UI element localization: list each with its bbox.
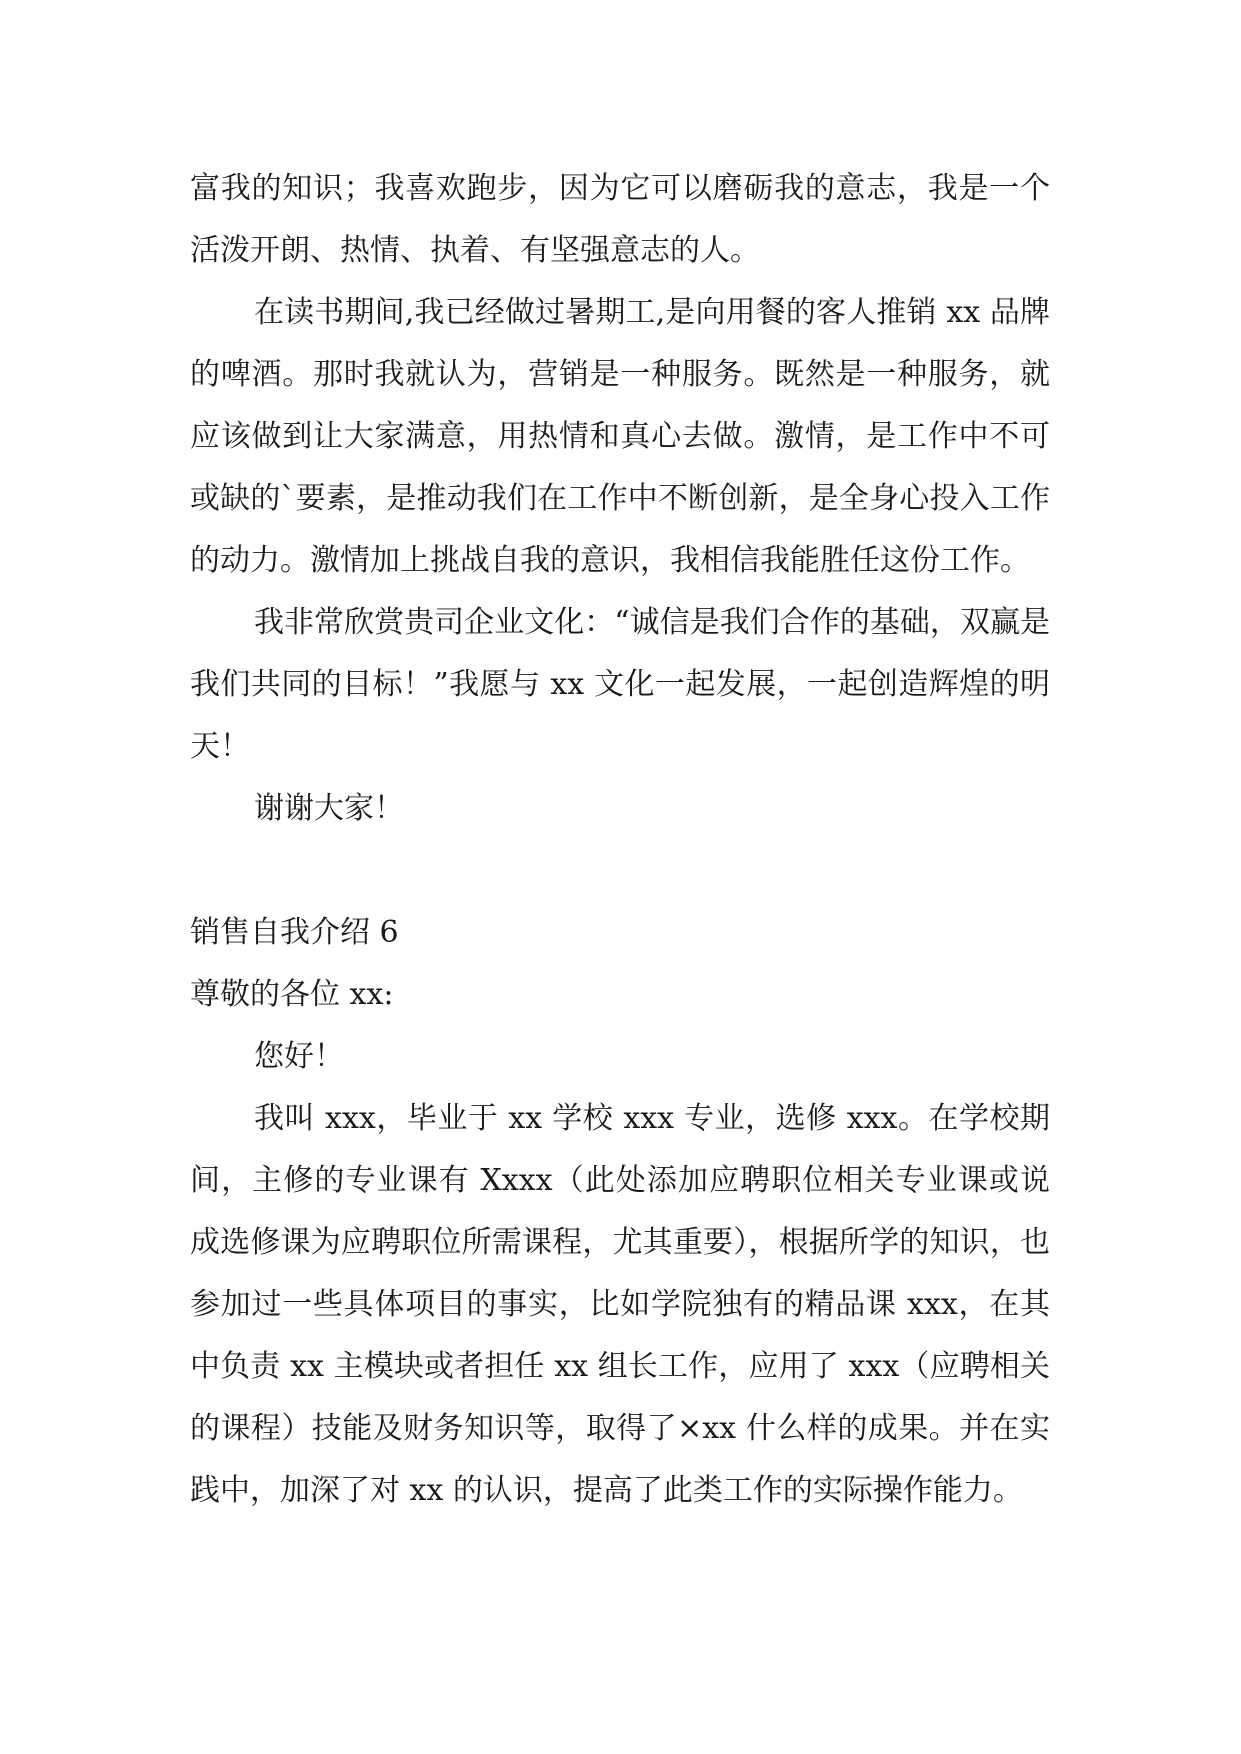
document-body — [190, 158, 1050, 1522]
salutation: 尊敬的各位 xx: — [190, 977, 394, 1012]
section-spacer — [190, 840, 1050, 902]
paragraph-summer-job: 在读书期间,我已经做过暑期工,是向用餐的客人推销 xx 品牌的啤酒。那时我就认为，营销是一种服务。既然是一种服务，就应该做到让大家满意，用热情和真心去做。激情，是工作中不可或缺的`要素，是推动我们在工作中不断创新，是全身心投入工作的动力。激情加上挑战自我的意识，我相信我能胜任这份工作。 — [190, 295, 1050, 578]
paragraph-continuation: 富我的知识；我喜欢跑步，因为它可以磨砺我的意志，我是一个活泼开朗、热情、执着、有坚强意志的人。 — [190, 171, 1050, 268]
section-title: 销售自我介绍 6 — [190, 915, 399, 950]
paragraph-company-culture: 我非常欣赏贵司企业文化：“诚信是我们合作的基础，双赢是我们共同的目标！”我愿与 xx 文化一起发展，一起创造辉煌的明天！ — [190, 605, 1050, 764]
paragraph-self-introduction: 我叫 xxx，毕业于 xx 学校 xxx 专业，选修 xxx。在学校期间，主修的专业课有 Xxxx（此处添加应聘职位相关专业课或说成选修课为应聘职位所需课程，尤其重要），根据所学的知识，也参加过一些具体项目的事实，比如学院独有的精品课 xxx，在其中负责 xx 主模块或者担任 xx 组长工作，应用了 xxx（应聘相关的课程）技能及财务知识等，取得了×xx 什么样的成果。并在实践中，加深了对 xx 的认识，提高了此类工作的实际操作能力。 — [190, 1101, 1050, 1508]
greeting: 您好！ — [254, 1039, 344, 1074]
paragraph-thanks: 谢谢大家！ — [254, 791, 404, 826]
